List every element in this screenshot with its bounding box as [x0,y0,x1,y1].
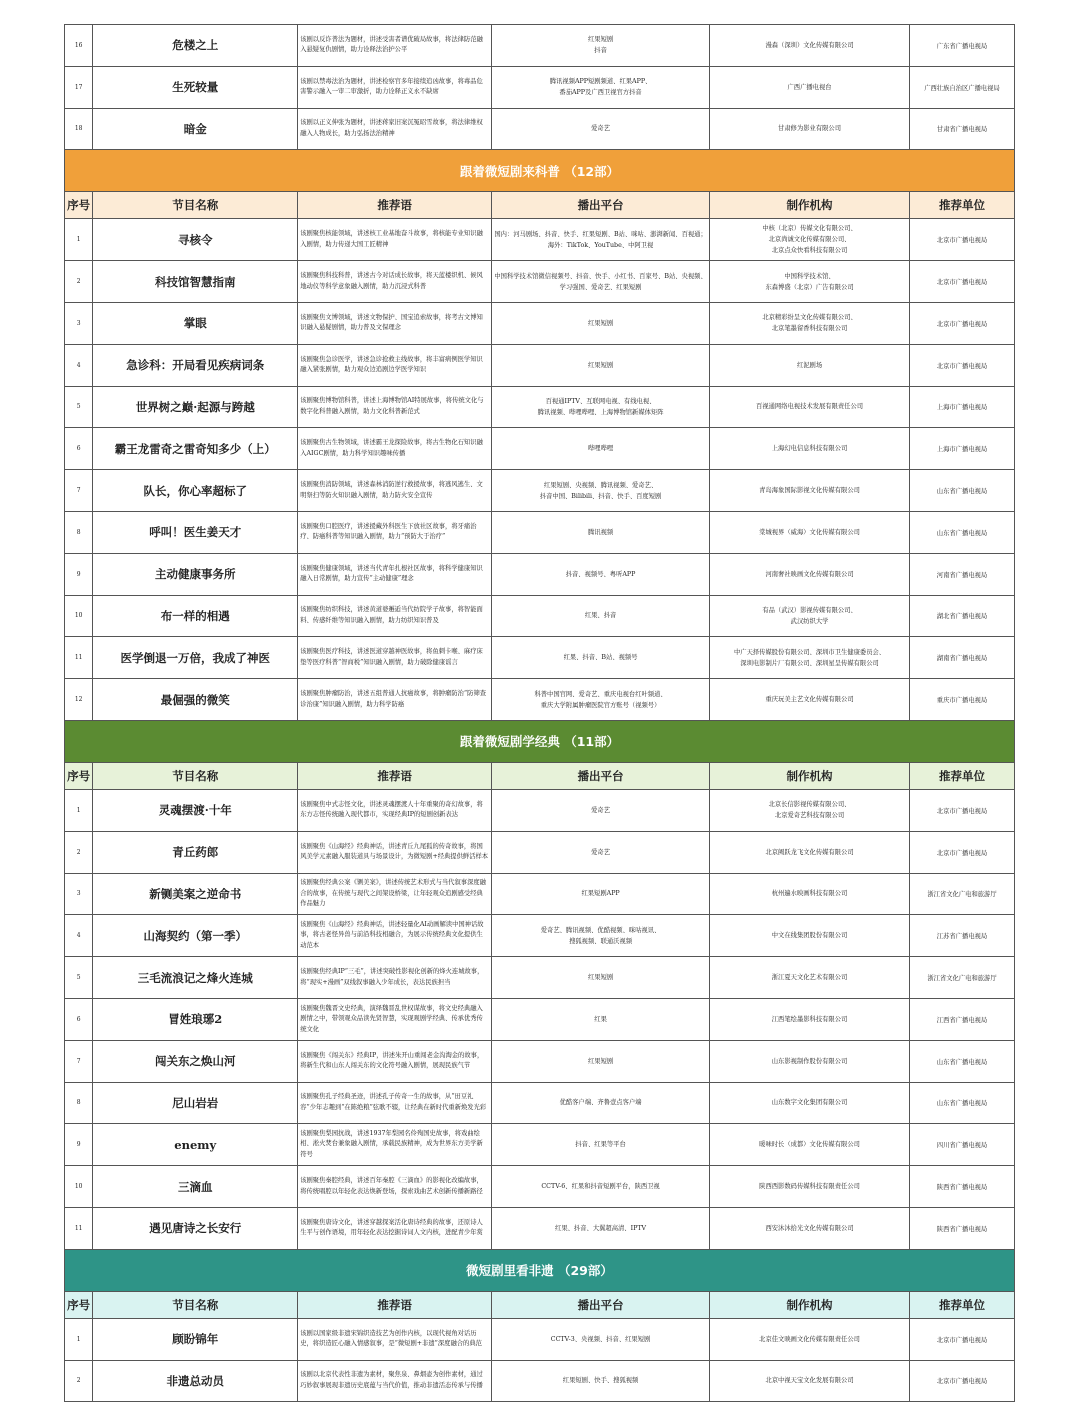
program-name: 冒姓琅琊2 [93,998,298,1040]
row-number: 6 [65,428,93,470]
production-company: 杭州遍水映画科技有限公司 [710,873,910,915]
recommendation-text [298,1040,492,1082]
broadcast-platform: 爱奇艺、腾讯视频、优酷视频、咪咕视讯、 搜狐视频、联通沃视频 [492,915,710,957]
broadcast-platform: 科普中国官网、爱奇艺、重庆电视台红叶频道、 重庆大学附属肿瘤医院官方账号（视频号） [492,679,710,721]
recommendation-text-content: 该剧聚焦纺织科技，讲述黄道婆邂逅当代纺院学子故事，将智能面料、传感纤维等知识融入剧情，助力纺织知识普及 [300,606,483,624]
recommendation-text [298,108,492,150]
row-number: 2 [65,831,93,873]
program-name: 呼叫！医生姜天才 [93,511,298,553]
recommendation-text [298,302,492,344]
row-number: 16 [65,25,93,67]
section-title-row [65,1249,1015,1291]
table-row [65,219,1015,261]
recommendation-text-content: 该剧聚焦中式志怪文化，讲述灵魂摆渡人十年重聚的奇幻故事，将东方志怪传统融入现代都市，实现经典IP的短剧创新表达 [300,800,483,819]
production-company: 上海幻电信息科技有限公司 [710,428,910,470]
recommendation-text-content: 该剧聚焦核能领域，讲述核工业基地奋斗故事，将核能专业知识融入剧情，助力传递大国工匠精神 [300,230,483,248]
column-header: 推荐单位 [909,762,1014,789]
row-number: 1 [65,1318,93,1360]
column-header: 推荐单位 [909,1291,1014,1318]
production-company: 浙江夏天文化艺术有限公司 [710,957,910,999]
production-company: 暖味时长（成都）文化传媒有限公司 [710,1124,910,1166]
broadcast-platform: 红果短剧 [492,957,710,999]
broadcast-platform: 百视通IPTV、互联网电视、有线电视、 腾讯视频、哔哩哔哩、上海博物馆新媒体矩阵 [492,386,710,428]
row-number: 2 [65,1360,93,1402]
recommending-unit: 山东省广播电视局 [909,1040,1014,1082]
recommendation-text [298,873,492,915]
recommendation-text [298,1166,492,1208]
table-row [65,470,1015,512]
recommendation-text-content: 该剧聚焦肿瘤防治，讲述五组普通人抗癌故事，将肿瘤防治“防筛查诊治康”知识融入剧情，助力科学防癌 [300,690,487,708]
program-name: 青丘药郎 [93,831,298,873]
recommendation-text-content: 该剧以禁毒法治为题材，讲述检察官多年接续追凶故事，将毒品危害警示融入一审二审激折，助力诠释正义永不缺席 [300,77,483,96]
production-company: 中核（北京）传媒文化有限公司、 北京尚诚文化传媒有限公司、 北京点众快看科技有限公司 [710,219,910,261]
program-name: 三滴血 [93,1166,298,1208]
production-company: 红泥剧场 [710,344,910,386]
program-name: enemy [93,1124,298,1166]
table-row [65,344,1015,386]
row-number: 1 [65,789,93,831]
recommending-unit: 甘肃省广播电视局 [909,108,1014,150]
row-number: 9 [65,553,93,595]
broadcast-platform: 红果短剧 抖音 [492,25,710,67]
program-name: 危楼之上 [93,25,298,67]
table-row [65,1318,1015,1360]
table-row [65,873,1015,915]
table-row [65,1124,1015,1166]
column-header: 制作机构 [710,192,910,219]
production-company: 北京长信影视传媒有限公司、 北京爱奇艺科技有限公司 [710,789,910,831]
table-row [65,1360,1015,1402]
recommending-unit: 北京市广播电视局 [909,302,1014,344]
recommending-unit: 山东省广播电视局 [909,470,1014,512]
program-name: 新铡美案之逆命书 [93,873,298,915]
program-name: 队长，你心率超标了 [93,470,298,512]
recommending-unit: 陕西省广播电视局 [909,1207,1014,1249]
program-name: 世界树之巅·起源与跨越 [93,386,298,428]
recommending-unit: 北京市广播电视局 [909,344,1014,386]
recommending-unit: 广西壮族自治区广播电视局 [909,66,1014,108]
table-row [65,511,1015,553]
recommendation-text [298,1360,492,1402]
row-number: 4 [65,344,93,386]
recommendation-text [298,679,492,721]
recommendation-text-content: 该剧聚焦孔子经典圣迹，讲述孔子传奇一生的故事，从“田豆礼容”少年志趣到“在陈绝粮”弦歌不辍，让经典在新时代重新焕发光彩 [300,1093,487,1111]
broadcast-platform: 爱奇艺 [492,108,710,150]
recommendation-text-content: 该剧聚焦文博领域，讲述文物保护、国宝追索故事，将考古文博知识融入悬疑剧情，助力普及文保理念 [300,313,483,332]
table-row [65,789,1015,831]
production-company: 山东数字文化集团有限公司 [710,1082,910,1124]
row-number: 4 [65,915,93,957]
row-number: 2 [65,261,93,303]
recommending-unit: 湖北省广播电视局 [909,595,1014,637]
recommendation-text-content: 该剧聚焦魏晋文史经典，演绎魏晋乱世权谋故事，将文史经典融入剧情之中，带领观众品读先贤智慧，实现观剧学经典、传承优秀传统文化 [300,1004,483,1033]
production-company: 棠城视界（威海）文化传媒有限公司 [710,511,910,553]
broadcast-platform: 红果、抖音、B站、视频号 [492,637,710,679]
recommending-unit: 北京市广播电视局 [909,1360,1014,1402]
recommendation-text-content: 该剧聚焦口腔医疗，讲述援藏外科医生下放社区故事，将牙痛治疗、防癌科普等知识融入剧情，助力“预防大于治疗” [300,522,477,541]
program-name: 掌眼 [93,302,298,344]
table-row [65,637,1015,679]
table-row [65,1207,1015,1249]
broadcast-platform: 爱奇艺 [492,831,710,873]
recommending-unit: 浙江省文化广电和旅游厅 [909,873,1014,915]
program-name: 遇见唐诗之长安行 [93,1207,298,1249]
recommendation-text-content: 该剧聚焦《闯关东》经典IP，讲述朱开山重闯老金沟淘金的故事，将新生代和山东人闯关东的文化符号融入剧情，展现民族气节 [300,1051,484,1070]
broadcast-platform: 国内：河马剧场、抖音、快手、红果短剧、B站、咪咕、澎湃新闻、百视通；海外：TikTok、YouTube、中阿卫视 [492,219,710,261]
recommendation-text [298,1082,492,1124]
table-row [65,386,1015,428]
program-name: 寻核令 [93,219,298,261]
column-header: 推荐单位 [909,192,1014,219]
program-table-body [65,25,1015,1402]
broadcast-platform: 中国科学技术馆微信视频号、抖音、快手、小红书、百家号、B站、央视频、学习强国、爱奇艺、红果短剧 [492,261,710,303]
table-row [65,915,1015,957]
recommending-unit: 江苏省广播电视局 [909,915,1014,957]
table-row [65,261,1015,303]
recommendation-text [298,957,492,999]
recommendation-text [298,428,492,470]
column-header: 播出平台 [492,1291,710,1318]
recommendation-text [298,25,492,67]
section-title-row [65,150,1015,192]
recommendation-text [298,831,492,873]
recommendation-text-content: 该剧聚焦梨园抗战，讲述1937年梨园名伶殉国史故事，将戏曲绘相、淞火焚台兼象融入剧情，承载民族精神，成为世界东方美学新符号 [300,1129,483,1158]
production-company: 中文在线集团股份有限公司 [710,915,910,957]
broadcast-platform: 红果短剧、央视频、腾讯视频、爱奇艺、 抖音中国、Bilibili、抖音、快手、百度短剧 [492,470,710,512]
broadcast-platform: 红果短剧 [492,344,710,386]
table-row [65,66,1015,108]
program-name: 急诊科：开局看见疾病词条 [93,344,298,386]
row-number: 8 [65,1082,93,1124]
section-title: 跟着微短剧来科普 （12部） [65,150,1015,192]
row-number: 8 [65,511,93,553]
recommendation-text [298,595,492,637]
row-number: 18 [65,108,93,150]
recommendation-text [298,553,492,595]
column-header: 序号 [65,192,93,219]
recommending-unit: 北京市广播电视局 [909,789,1014,831]
recommendation-text [298,470,492,512]
table-row [65,1040,1015,1082]
recommendation-text [298,511,492,553]
program-name: 非遗总动员 [93,1360,298,1402]
recommendation-text-content: 该剧聚焦博物馆科普，讲述上海博物馆AI特展故事，将传统文化与数字化科普融入剧情，助力文化科普新范式 [300,397,484,415]
row-number: 1 [65,219,93,261]
recommending-unit: 北京市广播电视局 [909,831,1014,873]
recommending-unit: 重庆市广播电视局 [909,679,1014,721]
program-name: 顾盼锦年 [93,1318,298,1360]
row-number: 7 [65,470,93,512]
row-number: 10 [65,1166,93,1208]
column-header: 序号 [65,1291,93,1318]
recommending-unit: 广东省广播电视局 [909,25,1014,67]
recommendation-text-content: 该剧聚焦经典公案《铡美案》，讲述传统艺术形式与当代叙事深度融合的故事，在传统与现代之间架设桥梁，让年轻观众追剧感受经典作品魅力 [300,879,486,908]
recommending-unit: 山东省广播电视局 [909,511,1014,553]
recommendation-text-content: 该剧聚焦唐诗文化，讲述穿越探案活化唐诗经典的故事，还原诗人生平与创作语境，用年轻化表达挖掘诗词人文内核，进配青少年赏 [300,1218,483,1237]
recommendation-text-content: 该剧聚焦《山海经》经典神话，讲述轻量化AI动画解读中国神话故事，将古老怪异兽与前沿科技相融合，为展示传统经典文化提供生动范本 [300,920,484,949]
broadcast-platform: 抖音、红果等平台 [492,1124,710,1166]
row-number: 7 [65,1040,93,1082]
recommending-unit: 江西省广播电视局 [909,998,1014,1040]
row-number: 5 [65,386,93,428]
recommendation-text [298,386,492,428]
program-name: 暗金 [93,108,298,150]
recommendation-text [298,915,492,957]
broadcast-platform: 红果短剧 [492,302,710,344]
program-table [64,24,1015,1402]
production-company: 北京精彩纷呈文化传媒有限公司、 北京笔墨留香科技有限公司 [710,302,910,344]
recommendation-text-content: 该剧聚焦《山海经》经典神话，讲述青丘九尾狐的传奇故事，将国风美学元素融入服装道具与场景设计，为微短剧+经典提供鲜活样本 [300,842,489,861]
row-number: 5 [65,957,93,999]
recommending-unit: 陕西省广播电视局 [909,1166,1014,1208]
recommendation-text [298,1124,492,1166]
program-name: 三毛流浪记之烽火连城 [93,957,298,999]
column-header-row [65,762,1015,789]
broadcast-platform: 红果、抖音 [492,595,710,637]
column-header: 节目名称 [93,1291,298,1318]
broadcast-platform: 红果短剧 [492,1040,710,1082]
production-company: 江西笔绘墨影科技有限公司 [710,998,910,1040]
recommendation-text-content: 该剧聚焦医疗科技，讲述医道穿越神医故事，将鱼刺卡喉、麻疗床垫等医疗科普“智商税”知识融入剧情，助力破除健康谣言 [300,648,483,666]
production-company: 山东影视制作股份有限公司 [710,1040,910,1082]
broadcast-platform: CCTV-6、红果和抖音短剧平台，陕西卫视 [492,1166,710,1208]
production-company: 中国科学技术馆、 东森博盛（北京）广告有限公司 [710,261,910,303]
broadcast-platform: 红果短剧APP [492,873,710,915]
production-company: 北京佳文映画文化传媒有限责任公司 [710,1318,910,1360]
table-row [65,1082,1015,1124]
table-row [65,595,1015,637]
recommendation-text-content: 该剧以正义伸张为题材，讲述蒋家旧案沉冤昭雪故事，将法律维权融入人物成长，助力弘扬法治精神 [300,119,483,137]
broadcast-platform: CCTV-3、央视频、抖音、红果短剧 [492,1318,710,1360]
production-company: 西安沐沐拾光文化传媒有限公司 [710,1207,910,1249]
production-company: 河南奢社映画文化传媒有限公司 [710,553,910,595]
recommending-unit: 上海市广播电视局 [909,386,1014,428]
broadcast-platform: 红果、抖音、大翼超高清、IPTV [492,1207,710,1249]
recommendation-text-content: 该剧以反诈普法为题材，讲述受害者谱优破局故事，将法律防范融入悬疑复仇剧情，助力诠释法治护公平 [300,35,483,54]
broadcast-platform: 爱奇艺 [492,789,710,831]
broadcast-platform: 腾讯视频 [492,511,710,553]
column-header: 推荐语 [298,762,492,789]
recommendation-text-content: 该剧聚焦经典IP“三毛”，讲述突破性影视化创新的烽火连城故事，将“现实+漫画”双线叙事融入少年成长，表达民族担当 [300,968,484,986]
production-company: 北京中视天宝文化发展有限公司 [710,1360,910,1402]
production-company: 重庆玩美主艺文化传媒有限公司 [710,679,910,721]
table-row [65,1166,1015,1208]
column-header-row [65,192,1015,219]
recommendation-text-content: 该剧聚焦科技科普，讲述古今对话成长故事，将天蓝楼织机、候风地动仪等科学意象融入剧情，助力沉浸式科普 [300,272,483,290]
production-company: 陕西西影数码传媒科技有限责任公司 [710,1166,910,1208]
column-header: 播出平台 [492,192,710,219]
production-company: 有品（武汉）影视传媒有限公司、 武汉纺织大学 [710,595,910,637]
recommendation-text-content: 该剧聚焦秦腔经典，讲述百年秦腔《三滴血》的影视化改编故事，将传统唱腔以年轻化表达焕新登场，探索戏曲艺术创新传播新路径 [300,1177,483,1195]
row-number: 6 [65,998,93,1040]
recommending-unit: 四川省广播电视局 [909,1124,1014,1166]
row-number: 11 [65,637,93,679]
recommendation-text [298,789,492,831]
production-company: 北京阙跃龙飞文化传媒有限公司 [710,831,910,873]
row-number: 3 [65,302,93,344]
recommendation-text [298,344,492,386]
table-row [65,957,1015,999]
row-number: 12 [65,679,93,721]
column-header-row [65,1291,1015,1318]
recommending-unit: 山东省广播电视局 [909,1082,1014,1124]
program-name: 生死较量 [93,66,298,108]
program-name: 最倔强的微笑 [93,679,298,721]
section-title: 微短剧里看非遗 （29部） [65,1249,1015,1291]
program-name: 霸王龙雷奇之雷奇知多少（上） [93,428,298,470]
recommendation-text [298,998,492,1040]
table-row [65,25,1015,67]
table-row [65,553,1015,595]
program-name: 山海契约（第一季） [93,915,298,957]
recommending-unit: 浙江省文化广电和旅游厅 [909,957,1014,999]
column-header: 制作机构 [710,1291,910,1318]
recommendation-text-content: 该剧聚焦消防领域，讲述森林消防逆行救援故事，将逃风逃生、文明祭扫等防火知识融入剧情，助力防火安全宣传 [300,481,483,499]
broadcast-platform: 腾讯视频APP短剧频道、红果APP、 番茄APP及广西卫视官方抖音 [492,66,710,108]
row-number: 10 [65,595,93,637]
column-header: 节目名称 [93,192,298,219]
column-header: 推荐语 [298,1291,492,1318]
row-number: 9 [65,1124,93,1166]
section-title: 跟着微短剧学经典 （11部） [65,720,1015,762]
table-row [65,302,1015,344]
table-row [65,108,1015,150]
row-number: 11 [65,1207,93,1249]
broadcast-platform: 红果 [492,998,710,1040]
recommending-unit: 河南省广播电视局 [909,553,1014,595]
production-company: 青岛海象国际影视文化传媒有限公司 [710,470,910,512]
broadcast-platform: 红果短剧、快手、搜狐视频 [492,1360,710,1402]
broadcast-platform: 抖音、视频号、粤听APP [492,553,710,595]
production-company: 甘肃修为影业有限公司 [710,108,910,150]
recommendation-text [298,1207,492,1249]
row-number: 3 [65,873,93,915]
broadcast-platform: 哔哩哔哩 [492,428,710,470]
recommendation-text [298,637,492,679]
column-header: 推荐语 [298,192,492,219]
column-header: 节目名称 [93,762,298,789]
recommendation-text [298,1318,492,1360]
program-name: 布一样的相遇 [93,595,298,637]
production-company: 百视通网络电视技术发展有限责任公司 [710,386,910,428]
program-name: 科技馆智慧指南 [93,261,298,303]
program-name: 主动健康事务所 [93,553,298,595]
column-header: 播出平台 [492,762,710,789]
table-row [65,679,1015,721]
row-number: 17 [65,66,93,108]
column-header: 制作机构 [710,762,910,789]
recommendation-text-content: 该剧聚焦健康领域，讲述当代青年扎根社区故事，将科学健康知识融入日常剧情，助力宣传“主动健康”理念 [300,564,483,583]
recommendation-text [298,66,492,108]
recommending-unit: 北京市广播电视局 [909,261,1014,303]
recommending-unit: 湖南省广播电视局 [909,637,1014,679]
recommendation-text-content: 该剧以国家级非遗宋锦织造技艺为创作内核，以现代视角对话历史，将织造匠心融入情感叙事，是“微短剧+非遗”深度融合的典范 [300,1329,482,1348]
recommendation-text [298,219,492,261]
recommendation-text-content: 该剧聚焦急诊医学，讲述急诊抢救主线故事，将丰富病例医学知识融入紧张剧情，助力观众边追剧边学医学知识 [300,355,483,374]
recommendation-text [298,261,492,303]
table-row [65,428,1015,470]
recommending-unit: 上海市广播电视局 [909,428,1014,470]
program-name: 闯关东之焕山河 [93,1040,298,1082]
production-company: 中广天择传媒股份有限公司、深圳市卫生健康委员会、 深圳电影制片厂有限公司、深圳星呈传媒有限公司 [710,637,910,679]
recommending-unit: 北京市广播电视局 [909,1318,1014,1360]
table-row [65,831,1015,873]
table-row [65,998,1015,1040]
recommendation-text-content: 该剧以北京代表性非遗为素材，聚焦泉、鼻烟壶为创作素材，通过巧妙叙事展现非遗历史底蕴与当代价值，推动非遗活态传承与传播 [300,1371,483,1389]
recommendation-text-content: 该剧聚焦古生物领域，讲述霸王龙探险故事，将古生物化石知识融入AIGC剧情，助力科学知识趣味传播 [300,439,483,457]
broadcast-platform: 优酷客户端、齐鲁壹点客户端 [492,1082,710,1124]
program-name: 尼山岩岩 [93,1082,298,1124]
program-name: 灵魂摆渡·十年 [93,789,298,831]
production-company: 广西广播电视台 [710,66,910,108]
production-company: 漫森（深圳）文化传媒有限公司 [710,25,910,67]
column-header: 序号 [65,762,93,789]
section-title-row [65,720,1015,762]
recommending-unit: 北京市广播电视局 [909,219,1014,261]
program-name: 医学倒退一万倍，我成了神医 [93,637,298,679]
